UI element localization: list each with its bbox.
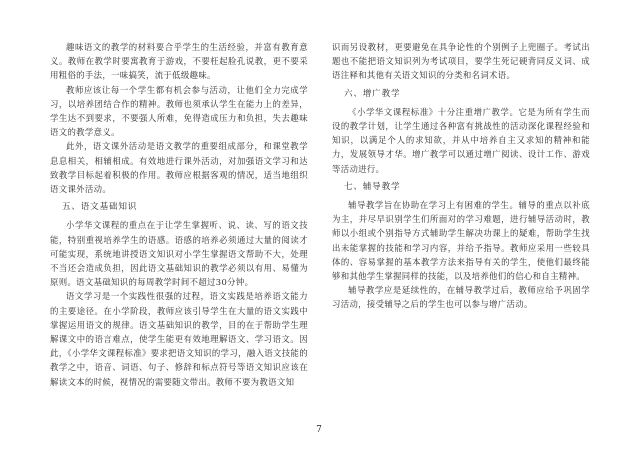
left-column [50, 40, 308, 389]
paragraph: 辅导教学旨在协助在学习上有困难的学生。辅导的重点以补底为主，并尽早识别学生们所面对的学习难题，进行辅导活动时，教师以小组或个别指导方式辅助学生解决功课上的疑难，帮助学生找出未能掌握的技能和学习内容，并给予指导。教师应采用一些较具体的、容易掌握的基本教学方法来指导有关的学生，使他们最终能够和其他学生掌握同样的技能，以及培养他们的信心和自主精神。 [332, 200, 590, 282]
paragraph: 语文学习是一个实践性很强的过程，语文实践是培养语文能力的主要途径。在小学阶段，教师应该引导学生在大量的语文实践中掌握运用语文的规律。语文基础知识的教学，目的在于帮助学生理解课文中的语言难点，使学生能更有效地理解语文、学习语文。因此，《小学华文课程标准》要求把语文知识的学习，融入语文技能的教学之中，语音、词语、句子、修辞和标点符号等语文知识应该在解读文本的时候，视情况的需要随文带出。教师不要为教语文知 [50, 291, 308, 387]
paragraph: 辅导教学应是延续性的，在辅导教学过后，教师应给予巩固学习活动，接受辅导之后的学生也可以参与增广活动。 [332, 285, 590, 310]
paragraph: 识而另设教材，更要避免在具争论性的个别例子上兜圈子。考试出题也不能把语文知识列为考试项目，要学生死记硬背同反义词、成语注释和其他有关语文知识的分类和名词术语。 [332, 42, 590, 81]
section-heading: 六、增广教学 [344, 88, 401, 99]
paragraph: 教师应该让每一个学生都有机会参与活动，让他们全力完成学习，以培养团结合作的精神。教师也须承认学生在能力上的差异，学生达不到要求，不要强人所难，免得造成压力和负担，失去趣味语文的教学意义。 [50, 84, 308, 138]
paragraph: 趣味语文的教学的材料要合乎学生的生活经验，并富有教育意义。教师在教学时要寓教育于游戏，不要枉起脸孔说教，更不要采用粗俗的手法，一味搞笑，流于低级趣味。 [50, 42, 308, 81]
page-number: 7 [316, 425, 322, 435]
paragraph: 《小学华文课程标准》十分注重增广教学。它是为所有学生而设的教学计划，让学生通过各种富有挑战性的活动深化课程经验和知识，以满足个人的求知欲，并从中培养自主又求知的精神和能力，发展领导才华。增广教学可以通过增广阅读、设计工作、游戏等活动进行。 [332, 106, 590, 174]
section-heading: 五、语文基础知识 [62, 202, 138, 213]
section-heading: 七、辅导教学 [344, 181, 401, 192]
paragraph: 小学华文课程的重点在于让学生掌握听、说、读、写的语文技能，特别重视培养学生的语感。语感的培养必须通过大量的阅读才可能实现，系统地讲授语文知识对小学生掌握语文帮助不大，处理不当还会造成负担，因此语文基础知识的教学必须以有用、易懂为原则。语文基础知识的每周教学时间不超过30分钟。 [50, 220, 308, 288]
paragraph: 此外，语文课外活动是语文教学的重要组成部分，和课堂教学息息相关，相辅相成。有效地进行课外活动，对加强语文学习和达致教学目标起着积极的作用。教师应根据客观的情况，适当地组织语文课外活动。 [50, 141, 308, 195]
right-column [332, 40, 590, 312]
